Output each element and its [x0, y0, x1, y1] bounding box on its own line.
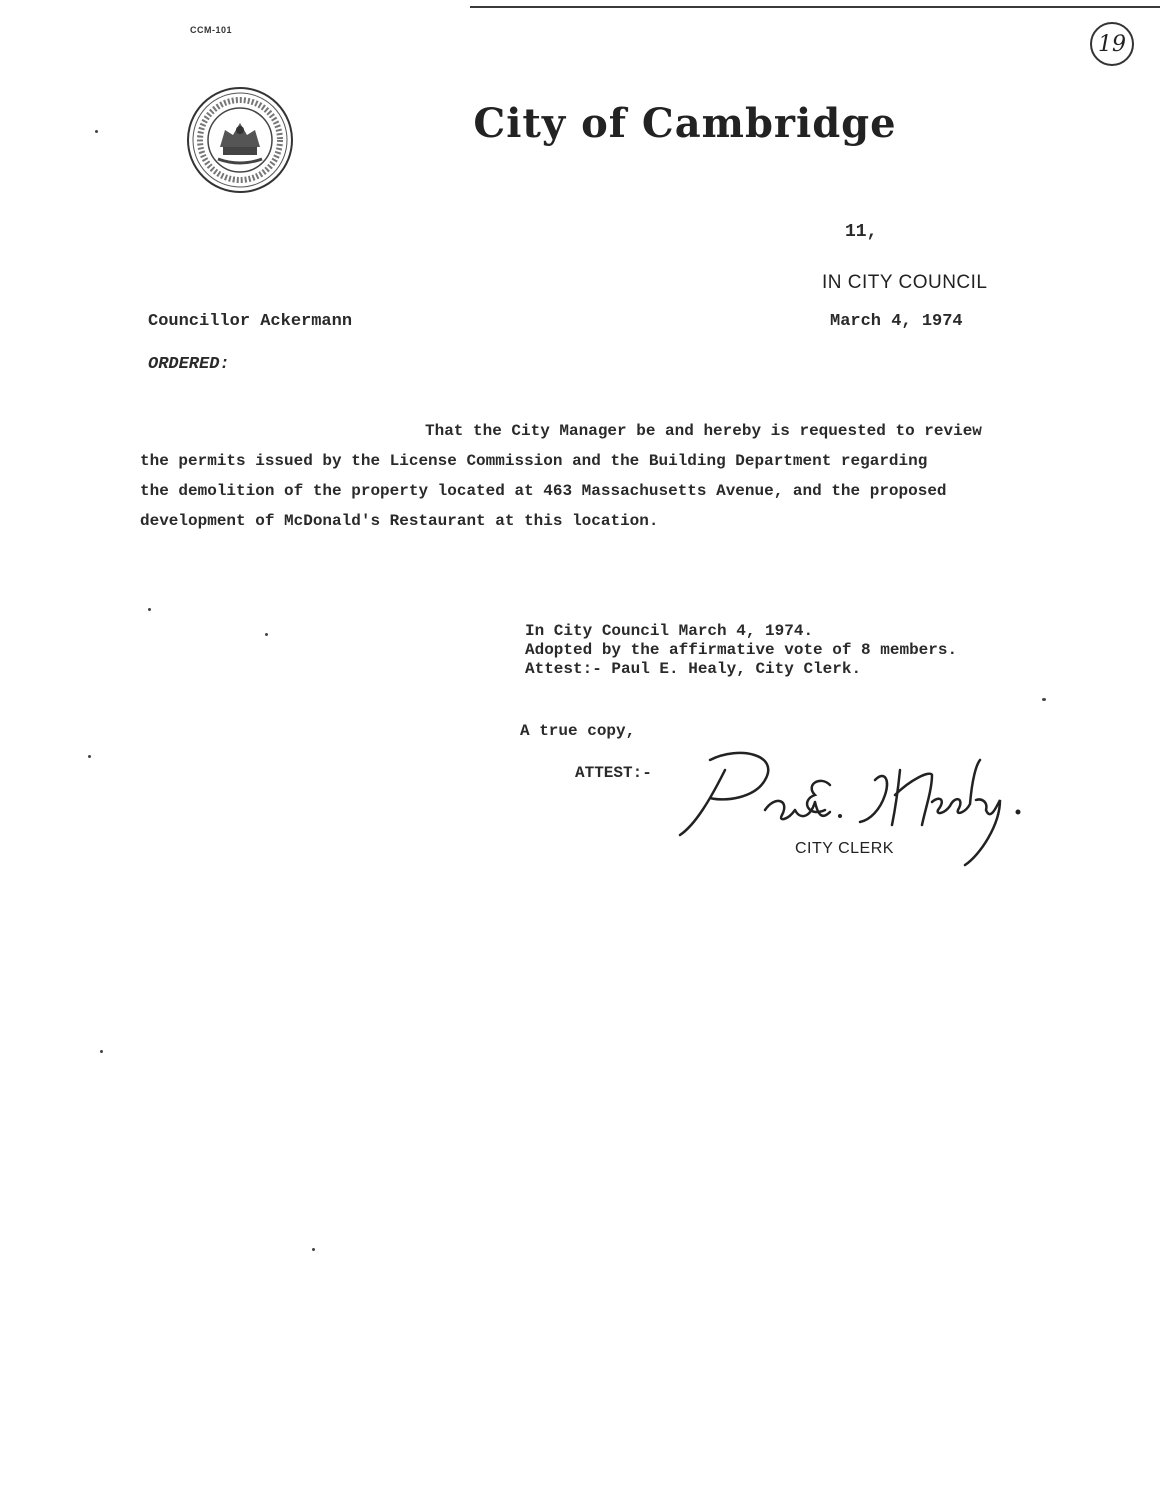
clerk-title: CITY CLERK: [795, 840, 894, 857]
council-heading: IN CITY COUNCIL: [822, 272, 988, 293]
order-body: [140, 416, 1090, 536]
attest-label: ATTEST:-: [575, 764, 652, 782]
letterhead-title: City of Cambridge: [473, 100, 897, 147]
council-date: March 4, 1974: [830, 312, 963, 331]
paper-speck: [312, 1248, 315, 1251]
order-body-line: the permits issued by the License Commission and the Building Department regarding: [140, 452, 928, 470]
paper-speck: [265, 633, 268, 636]
order-body-line: That the City Manager be and hereby is requested to review: [425, 422, 982, 440]
top-rule: [470, 6, 1160, 8]
vote-record: [525, 622, 957, 679]
form-code: CCM-101: [190, 25, 233, 35]
true-copy-label: A true copy,: [520, 722, 636, 740]
paper-speck: [95, 130, 98, 133]
order-body-line: the demolition of the property located at 463 Massachusetts Avenue, and the proposed: [140, 482, 947, 500]
vote-record-line: In City Council March 4, 1974.: [525, 622, 814, 640]
paper-speck: [100, 1050, 103, 1053]
order-body-line: development of McDonald's Restaurant at this location.: [140, 512, 659, 530]
item-number: 11,: [845, 222, 878, 242]
paper-speck: [88, 755, 91, 758]
vote-record-line: Attest:- Paul E. Healy, City Clerk.: [525, 660, 862, 678]
page-number-text: 19: [1098, 31, 1126, 57]
vote-record-line: Adopted by the affirmative vote of 8 members.: [525, 641, 958, 659]
sponsor-name: Councillor Ackermann: [148, 312, 353, 331]
paper-speck: [1042, 698, 1046, 701]
ordered-label: ORDERED:: [148, 355, 230, 374]
paper-speck: [148, 608, 151, 611]
page-number: [1090, 22, 1134, 66]
